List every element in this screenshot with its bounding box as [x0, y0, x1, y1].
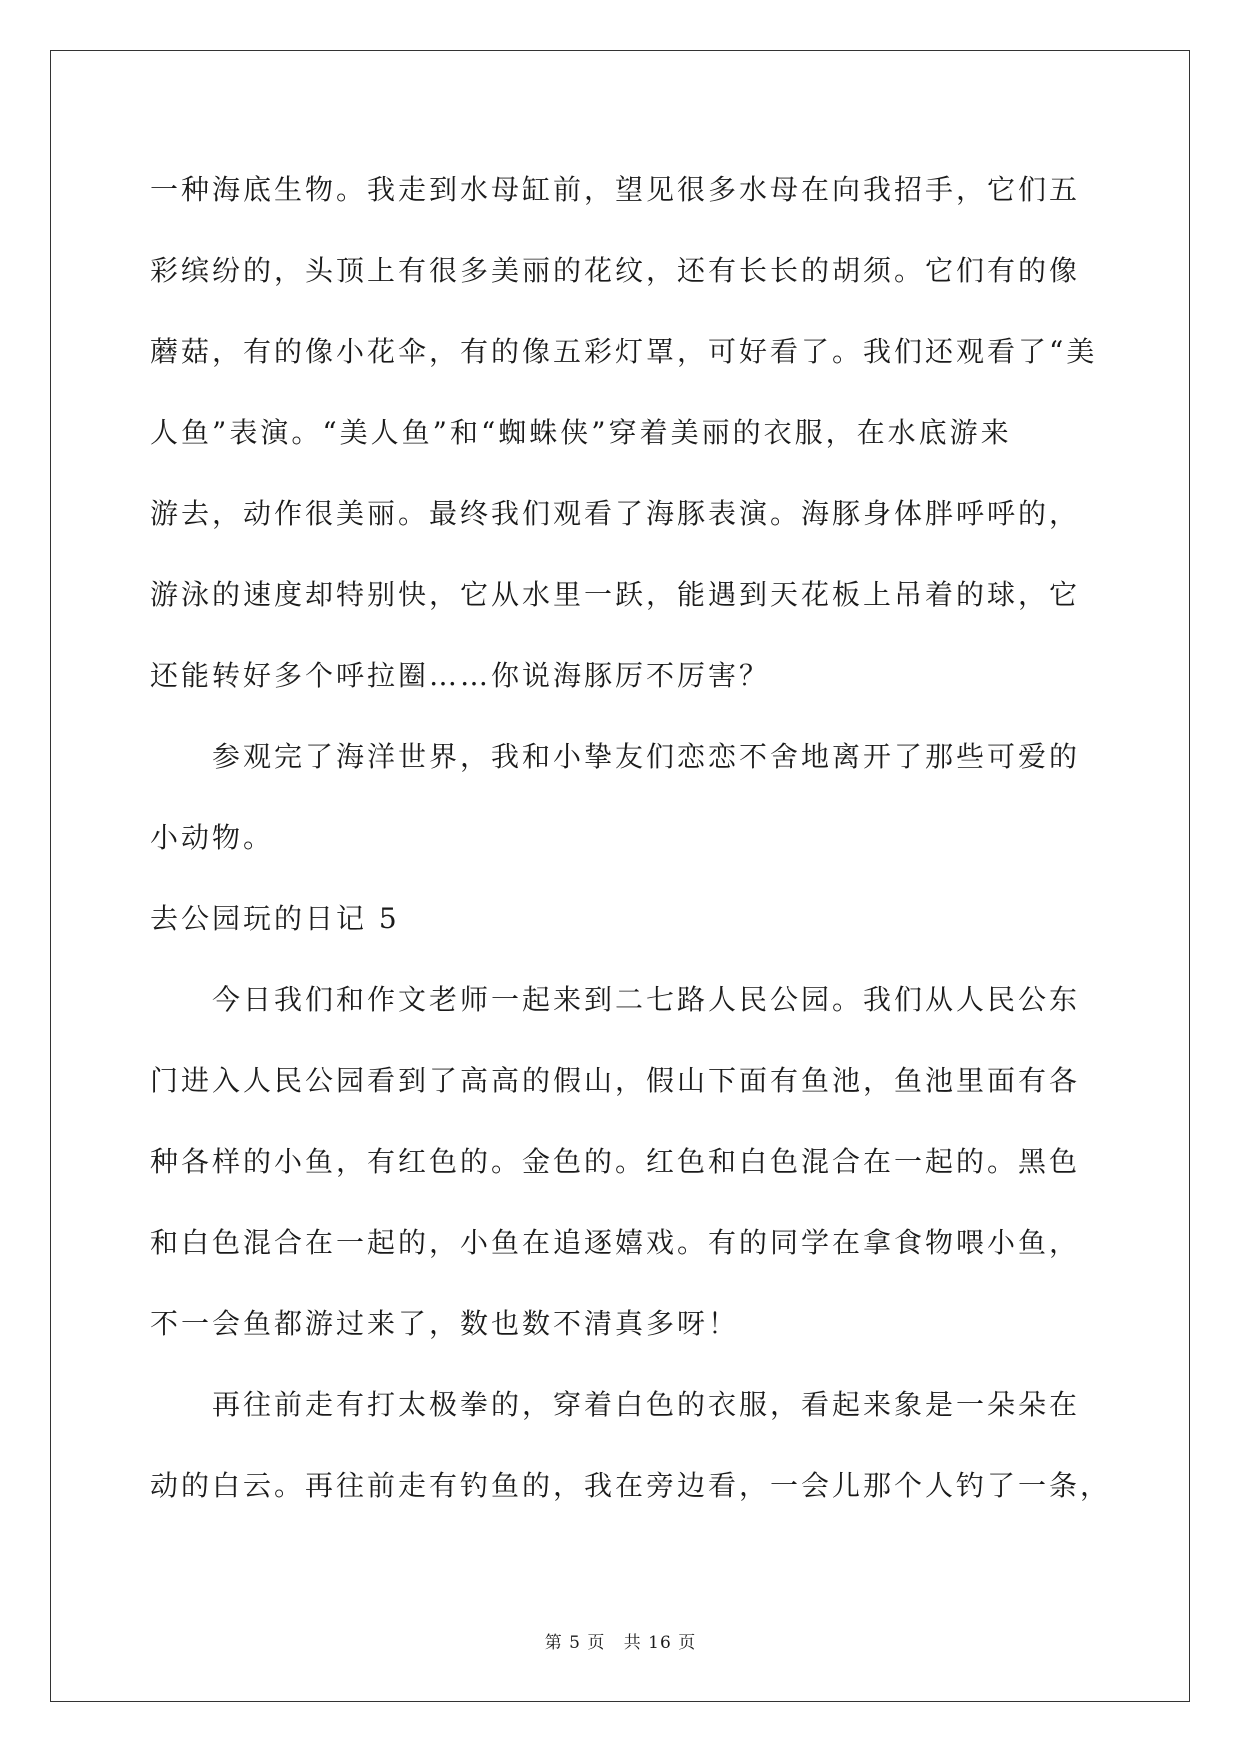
text-line: 彩缤纷的，头顶上有很多美丽的花纹，还有长长的胡须。它们有的像: [150, 254, 1081, 287]
text-line: 还能转好多个呼拉圈……你说海豚厉不厉害？: [150, 659, 771, 692]
page-total: 共 16 页: [623, 1633, 697, 1653]
text-line: 一种海底生物。我走到水母缸前，望见很多水母在向我招手，它们五: [150, 173, 1081, 206]
paragraph-start-line: 参观完了海洋世界，我和小挚友们恋恋不舍地离开了那些可爱的: [212, 740, 1081, 773]
paragraph-start-line: 今日我们和作文老师一起来到二七路人民公园。我们从人民公东: [212, 983, 1081, 1016]
text-line: 不一会鱼都游过来了，数也数不清真多呀！: [150, 1307, 740, 1340]
text-line: 种各样的小鱼，有红色的。金色的。红色和白色混合在一起的。黑色: [150, 1145, 1081, 1178]
page-number: 第 5 页: [544, 1633, 606, 1653]
page-footer: [0, 1628, 1241, 1653]
text-line: 和白色混合在一起的，小鱼在追逐嬉戏。有的同学在拿食物喂小鱼，: [150, 1226, 1081, 1259]
text-line: 动的白云。再往前走有钓鱼的，我在旁边看，一会儿那个人钓了一条，: [150, 1469, 1112, 1502]
text-line: 游泳的速度却特别快，它从水里一跃，能遇到天花板上吊着的球，它: [150, 578, 1081, 611]
text-line: 人鱼”表演。“美人鱼”和“蜘蛛侠”穿着美丽的衣服，在水底游来: [150, 416, 1012, 449]
text-line: 门进入人民公园看到了高高的假山，假山下面有鱼池，鱼池里面有各: [150, 1064, 1081, 1097]
text-line: 蘑菇，有的像小花伞，有的像五彩灯罩，可好看了。我们还观看了“美: [150, 335, 1098, 368]
text-line: 小动物。: [150, 821, 275, 854]
paragraph-start-line: 再往前走有打太极拳的，穿着白色的衣服，看起来象是一朵朵在: [212, 1388, 1081, 1421]
section-heading: 去公园玩的日记 5: [150, 902, 400, 935]
text-line: 游去，动作很美丽。最终我们观看了海豚表演。海豚身体胖呼呼的，: [150, 497, 1081, 530]
document-body: [150, 160, 1112, 1537]
